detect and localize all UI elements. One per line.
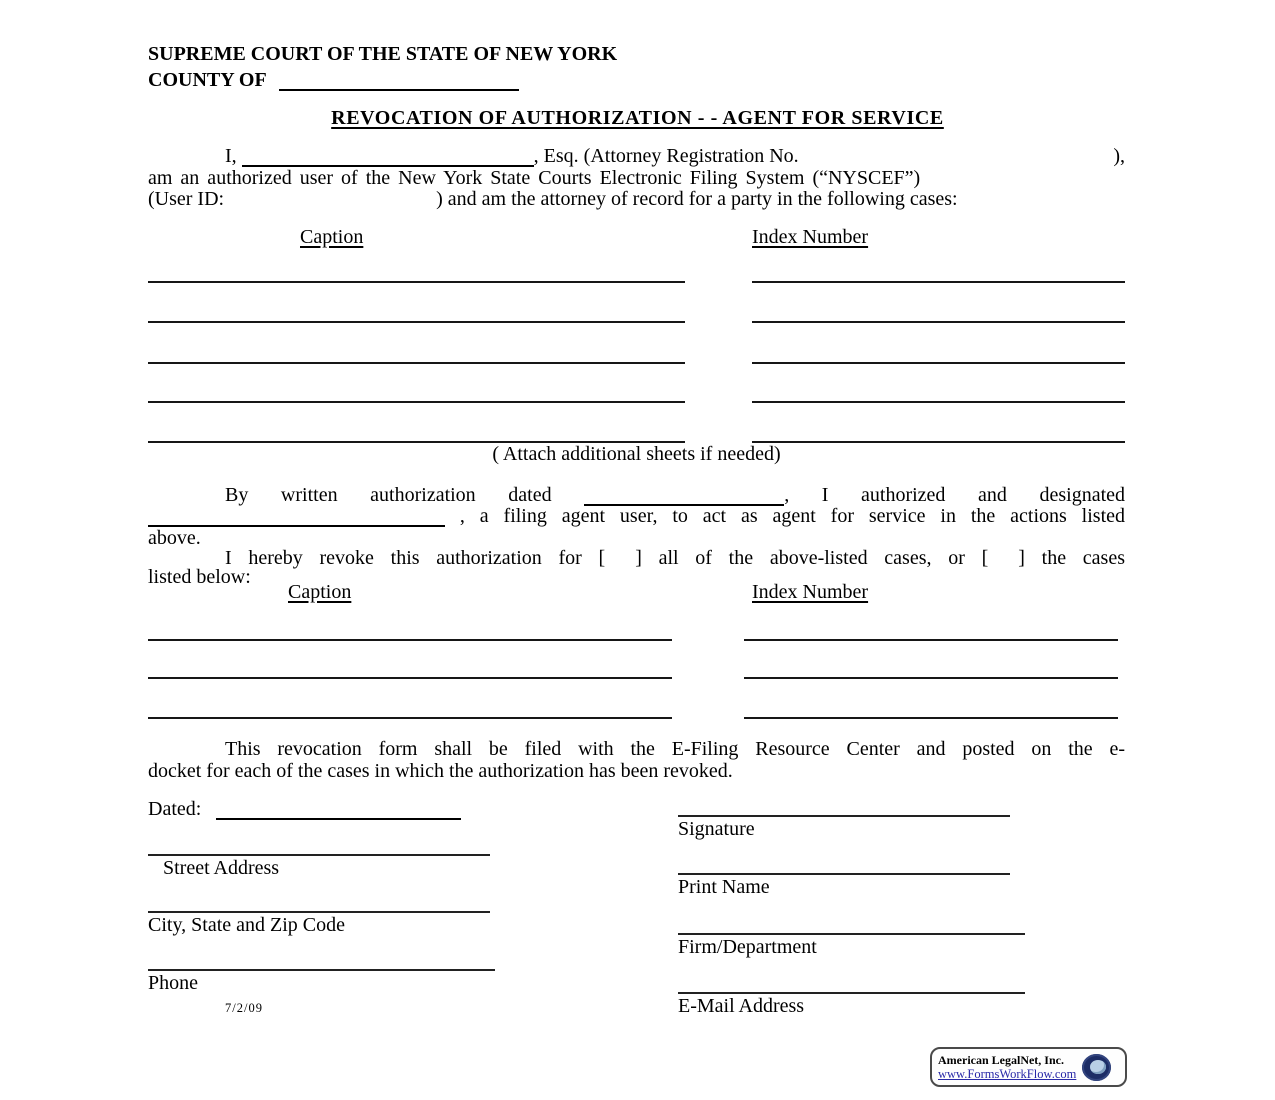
intro-line-2: am an authorized user of the New York State Courts Electronic Filing System (“NYSCEF”) bbox=[148, 167, 921, 189]
index-header-2: Index Number bbox=[752, 581, 869, 603]
phone-field[interactable] bbox=[148, 969, 495, 994]
intro-text-4: ) and am the attorney of record for a party in the following cases: bbox=[436, 188, 958, 210]
intro-line-3 bbox=[148, 189, 1125, 210]
caption-header-2: Caption bbox=[288, 581, 352, 603]
dated-row bbox=[148, 799, 461, 820]
index-line[interactable] bbox=[752, 401, 1125, 403]
index-line[interactable] bbox=[752, 441, 1125, 443]
user-id-label: (User ID: bbox=[148, 188, 225, 210]
caption-header-1: Caption bbox=[300, 226, 364, 248]
index-line[interactable] bbox=[752, 362, 1125, 364]
caption-line[interactable] bbox=[148, 717, 672, 719]
filing-note-line-1 bbox=[148, 739, 1125, 760]
dated-label: Dated: bbox=[148, 798, 202, 820]
intro-text-3: ), bbox=[1113, 145, 1125, 167]
email-address-field[interactable] bbox=[678, 992, 1025, 1017]
bracket-close: ] bbox=[635, 547, 642, 569]
legalnet-company-name: American LegalNet, Inc. bbox=[938, 1053, 1064, 1067]
filing-note-text-1: This revocation form shall be filed with the E-Filing Resource Center and posted on the e- bbox=[225, 738, 1125, 760]
city-state-zip-label: City, State and Zip Code bbox=[148, 914, 346, 936]
caption-line[interactable] bbox=[148, 677, 672, 679]
title-row bbox=[0, 108, 1275, 129]
revoke-line-2: listed below: bbox=[148, 566, 251, 588]
checkbox-all-cases[interactable] bbox=[599, 547, 642, 569]
signature-label: Signature bbox=[678, 818, 755, 840]
legalnet-badge bbox=[930, 1047, 1127, 1087]
intro-line-1 bbox=[148, 146, 1125, 167]
print-name-label: Print Name bbox=[678, 876, 770, 898]
authorization-line-3: above. bbox=[148, 527, 201, 549]
city-state-zip-field[interactable] bbox=[148, 911, 490, 936]
intro-text-1: I, bbox=[225, 145, 237, 167]
auth-text-2: , I authorized and designated bbox=[784, 484, 1126, 506]
court-name: SUPREME COURT OF THE STATE OF NEW YORK bbox=[148, 43, 618, 65]
county-row bbox=[148, 70, 519, 91]
caption-line[interactable] bbox=[148, 639, 672, 641]
revoke-text-3: the cases bbox=[1041, 547, 1126, 569]
revoke-text-2: all of the above-listed cases, or bbox=[658, 547, 965, 569]
revoke-text-1: I hereby revoke this authorization for bbox=[225, 547, 582, 569]
intro-text-2: , Esq. (Attorney Registration No. bbox=[533, 145, 799, 167]
globe-icon-inner bbox=[1090, 1060, 1106, 1074]
signature-field[interactable] bbox=[678, 815, 1010, 840]
bracket-open: [ bbox=[981, 547, 989, 569]
caption-line[interactable] bbox=[148, 362, 685, 364]
auth-text-3: , a filing agent user, to act as agent for service in the actions listed bbox=[459, 505, 1126, 527]
page-title: REVOCATION OF AUTHORIZATION - - AGENT FOR SERVICE bbox=[331, 107, 944, 129]
checkbox-space bbox=[988, 563, 1018, 564]
dated-blank[interactable] bbox=[216, 800, 461, 820]
index-line[interactable] bbox=[744, 639, 1118, 641]
print-name-field[interactable] bbox=[678, 873, 1010, 898]
authorization-date-blank[interactable] bbox=[584, 486, 784, 506]
checkbox-space bbox=[605, 563, 635, 564]
user-id-blank[interactable] bbox=[224, 204, 436, 205]
formsworkflow-link[interactable]: www.FormsWorkFlow.com bbox=[938, 1067, 1077, 1081]
filing-note-line-2: docket for each of the cases in which the authorization has been revoked. bbox=[148, 760, 733, 782]
index-line[interactable] bbox=[744, 717, 1118, 719]
email-address-label: E-Mail Address bbox=[678, 995, 805, 1017]
county-label: COUNTY OF bbox=[148, 69, 266, 91]
revoke-line bbox=[148, 548, 1125, 569]
caption-line[interactable] bbox=[148, 401, 685, 403]
index-line[interactable] bbox=[752, 321, 1125, 323]
legalnet-badge-text bbox=[938, 1053, 1076, 1081]
firm-department-label: Firm/Department bbox=[678, 936, 817, 958]
street-address-field[interactable] bbox=[148, 854, 490, 879]
attach-note: ( Attach additional sheets if needed) bbox=[492, 443, 781, 465]
caption-line[interactable] bbox=[148, 321, 685, 323]
auth-text-1: By written authorization dated bbox=[225, 484, 552, 506]
attorney-name-blank[interactable] bbox=[242, 147, 534, 167]
globe-icon bbox=[1082, 1054, 1111, 1081]
agent-name-blank[interactable] bbox=[148, 507, 445, 527]
index-header-1: Index Number bbox=[752, 226, 869, 248]
index-line[interactable] bbox=[752, 281, 1125, 283]
firm-department-field[interactable] bbox=[678, 933, 1025, 958]
caption-line[interactable] bbox=[148, 281, 685, 283]
phone-label: Phone bbox=[148, 972, 198, 994]
bracket-close: ] bbox=[1018, 547, 1025, 569]
authorization-line-1 bbox=[148, 485, 1125, 506]
checkbox-listed-cases[interactable] bbox=[982, 547, 1025, 569]
authorization-line-2 bbox=[148, 506, 1125, 527]
index-line[interactable] bbox=[744, 677, 1118, 679]
bracket-open: [ bbox=[598, 547, 606, 569]
county-blank[interactable] bbox=[279, 71, 519, 91]
street-address-label: Street Address bbox=[163, 857, 280, 879]
form-revision-date: 7/2/09 bbox=[225, 1001, 263, 1015]
